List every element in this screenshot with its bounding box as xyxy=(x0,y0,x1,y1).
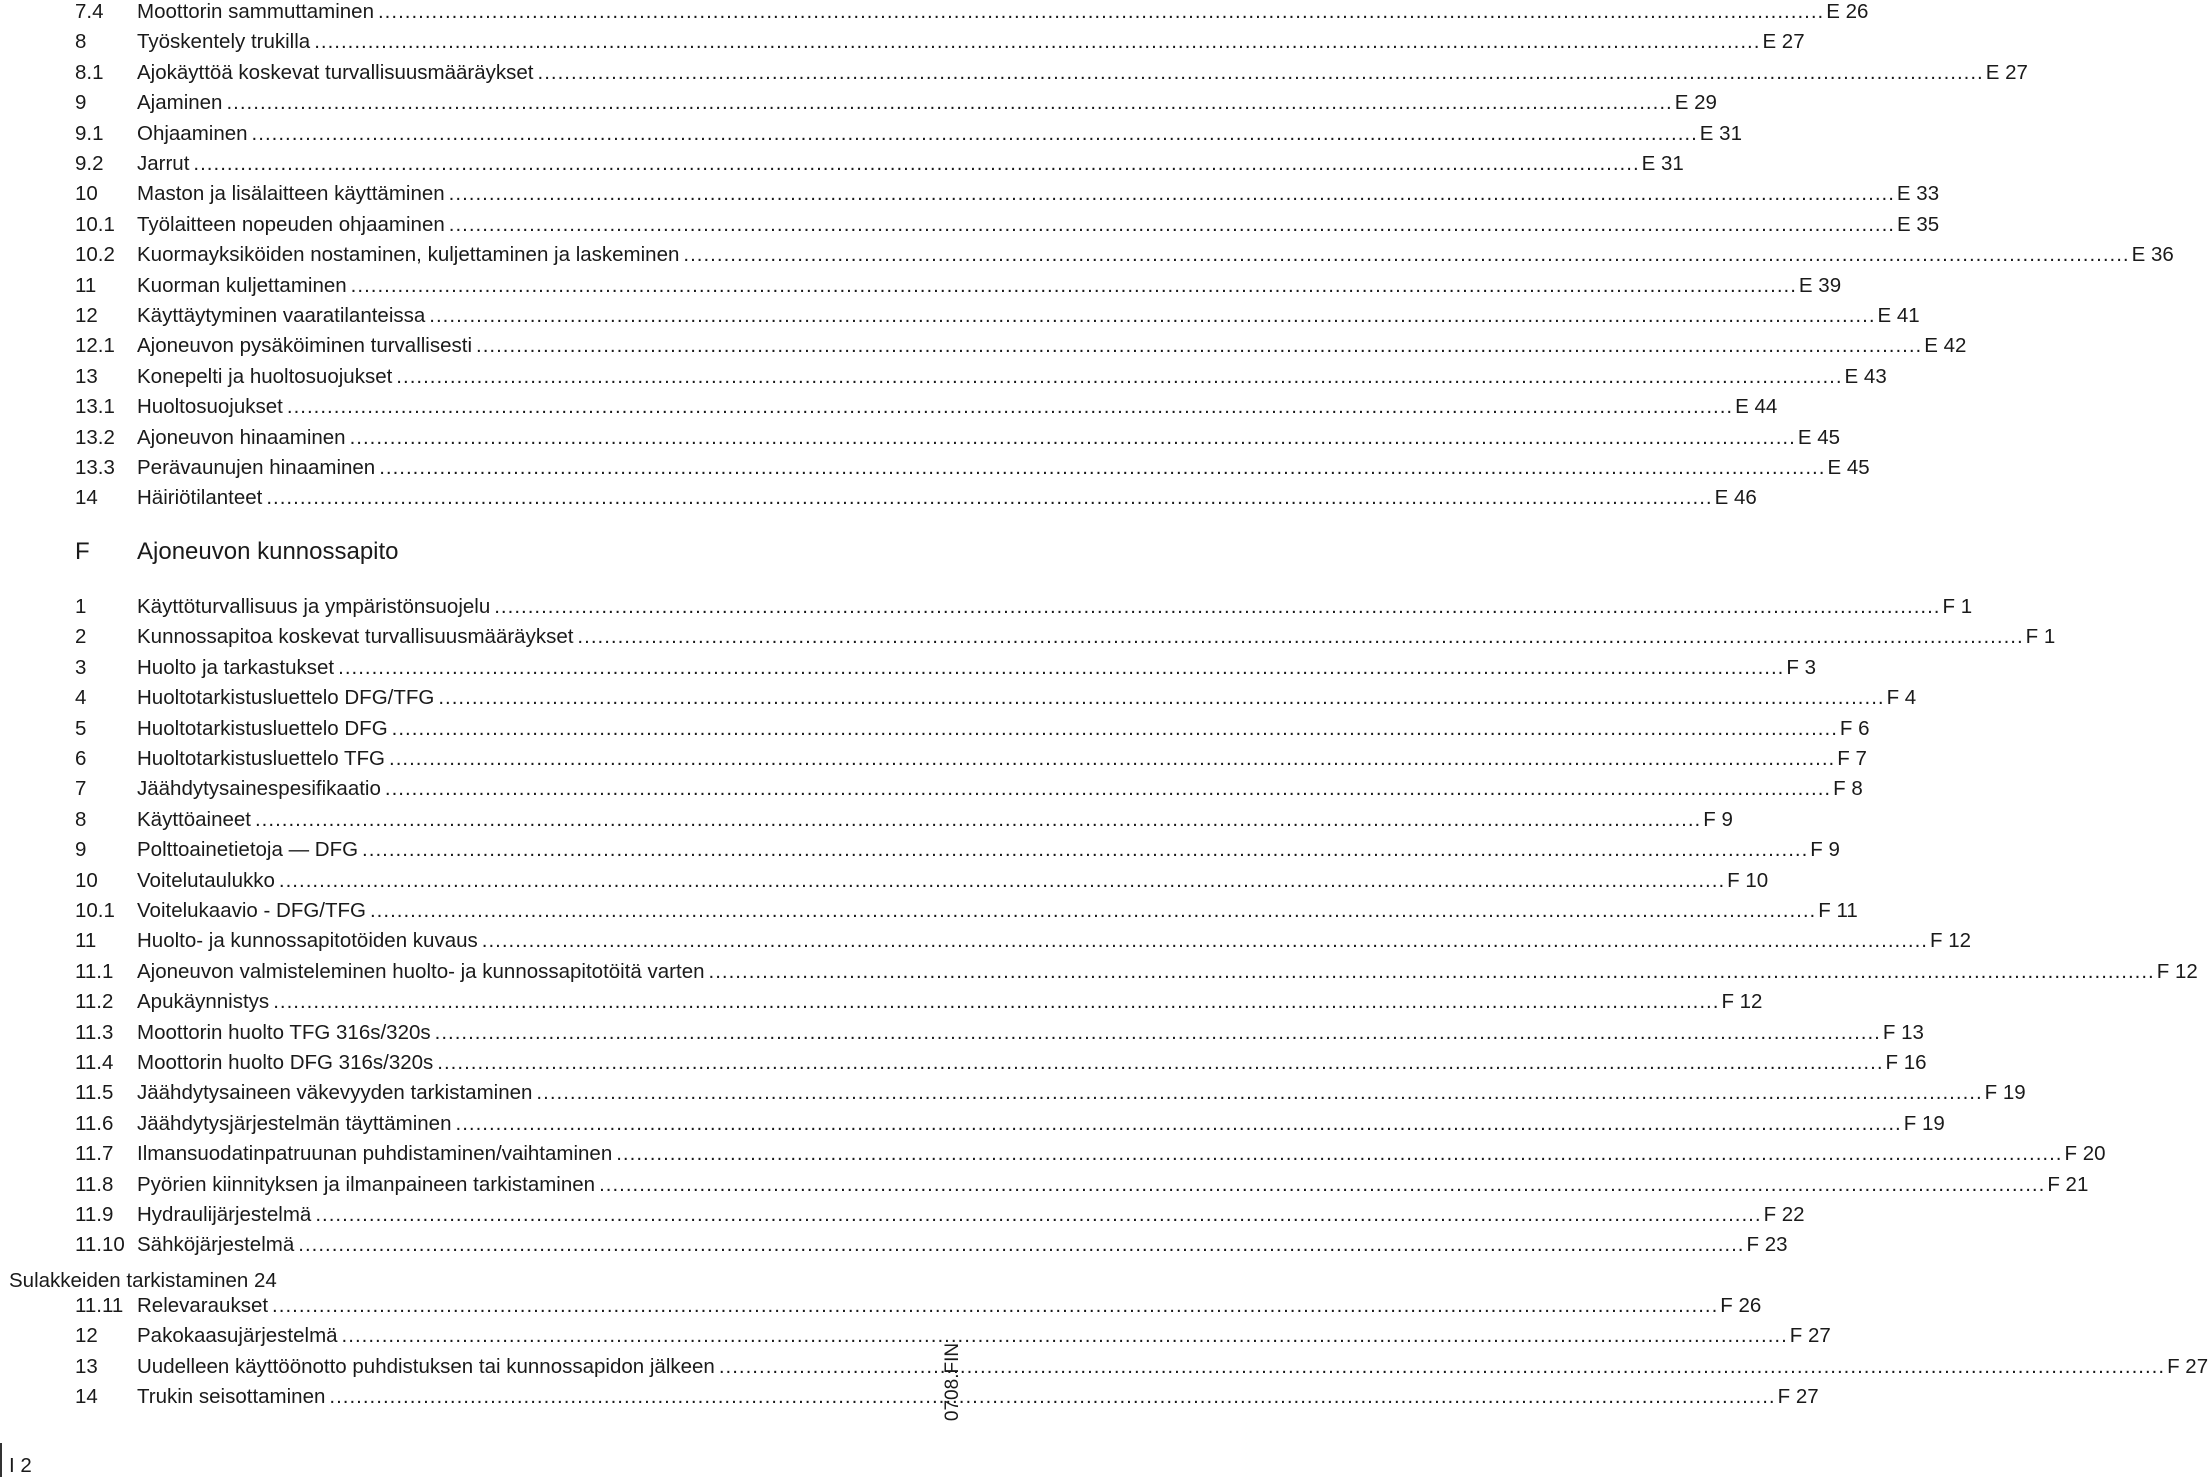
entry-line xyxy=(137,987,1763,1017)
entry-title: Voitelukaavio - DFG/TFG xyxy=(137,899,366,922)
entry-page: F 13 xyxy=(1882,1020,1924,1044)
entry-title: Jäähdytysainespesifikaatio xyxy=(137,777,381,801)
entry-title: Käyttäytyminen vaaratilanteissa xyxy=(137,304,426,327)
entry-line xyxy=(137,88,1717,118)
toc-entry[interactable] xyxy=(0,27,1805,57)
dot-leader xyxy=(273,987,1719,1017)
toc-entry[interactable] xyxy=(0,896,1858,926)
toc-entry[interactable] xyxy=(0,1078,2026,1108)
entry-number: 14 xyxy=(75,1385,98,1409)
entry-title: Kuorman kuljettaminen xyxy=(137,273,347,297)
entry-line xyxy=(137,483,1757,513)
toc-entry[interactable] xyxy=(0,210,1940,240)
entry-number: 8 xyxy=(75,807,87,831)
dot-leader xyxy=(449,179,1895,209)
entry-page: E 33 xyxy=(1896,182,1940,206)
dot-leader xyxy=(252,119,1698,149)
dot-leader xyxy=(287,392,1733,422)
entry-page: E 45 xyxy=(1827,456,1870,479)
dot-leader xyxy=(482,926,1928,956)
entry-page: E 27 xyxy=(1762,30,1805,54)
entry-line xyxy=(137,271,1842,301)
dot-leader xyxy=(538,58,1984,88)
entry-title: Ohjaaminen xyxy=(137,121,248,145)
entry-number: 9.1 xyxy=(75,121,104,145)
toc-entry[interactable] xyxy=(0,240,2174,270)
toc-entry[interactable] xyxy=(0,119,1742,149)
entry-page: F 26 xyxy=(1720,1294,1762,1317)
dot-leader xyxy=(429,301,1875,331)
entry-page: F 10 xyxy=(1727,868,1769,892)
entry-number: 11 xyxy=(75,273,97,297)
toc-entry[interactable] xyxy=(0,683,1917,713)
entry-title: Huolto ja tarkastukset xyxy=(137,655,335,679)
entry-page: F 27 xyxy=(2167,1354,2208,1378)
entry-number: 12 xyxy=(75,1324,98,1348)
dot-leader xyxy=(392,714,1838,744)
entry-line xyxy=(137,622,2056,652)
entry-page: E 31 xyxy=(1641,152,1684,175)
entry-line xyxy=(137,149,1684,179)
entry-number: 11.8 xyxy=(75,1172,114,1196)
dot-leader xyxy=(378,0,1824,27)
entry-title: Ilmansuodatinpatruunan puhdistaminen/vaihtaminen xyxy=(137,1142,613,1166)
entry-line xyxy=(137,1078,2026,1108)
entry-line xyxy=(137,27,1805,57)
entry-number: 13 xyxy=(75,1354,98,1378)
entry-title: Ajoneuvon hinaaminen xyxy=(137,425,346,449)
dot-leader xyxy=(438,683,1884,713)
entry-title: Sähköjärjestelmä xyxy=(137,1233,295,1257)
entry-number: 11 xyxy=(75,929,97,953)
dot-leader xyxy=(255,805,1701,835)
entry-page: E 46 xyxy=(1714,486,1757,510)
dot-leader xyxy=(338,653,1784,683)
entry-number: 3 xyxy=(75,655,87,679)
document-code xyxy=(938,1342,968,1422)
entry-line xyxy=(137,423,1840,453)
entry-number: 11.7 xyxy=(75,1142,114,1166)
entry-title: Pyörien kiinnityksen ja ilmanpaineen tarkistaminen xyxy=(137,1172,596,1196)
dot-leader xyxy=(226,88,1672,118)
entry-page: F 23 xyxy=(1746,1233,1788,1257)
entry-line xyxy=(137,1321,1831,1351)
entry-title: Huoltotarkistusluettelo TFG xyxy=(137,747,386,770)
entry-page: E 27 xyxy=(1985,60,2028,84)
entry-title: Konepelti ja huoltosuojukset xyxy=(137,364,393,388)
dot-leader xyxy=(362,835,1808,865)
entry-title: Moottorin huolto TFG 316s/320s xyxy=(137,1020,431,1044)
toc-entry[interactable] xyxy=(0,0,1869,27)
entry-line xyxy=(137,1291,1762,1321)
dot-leader xyxy=(266,483,1712,513)
dot-leader xyxy=(193,149,1639,179)
dot-leader xyxy=(298,1230,1744,1260)
entry-page: F 4 xyxy=(1886,686,1917,710)
entry-page: F 12 xyxy=(1721,990,1763,1014)
entry-page: E 41 xyxy=(1877,304,1920,327)
entry-number: 10.2 xyxy=(75,243,115,267)
entry-number: 8 xyxy=(75,30,87,54)
entry-line xyxy=(137,957,2198,987)
entry-number: 14 xyxy=(75,486,98,510)
section-title: Ajoneuvon kunnossapito xyxy=(137,538,399,565)
toc-entry[interactable] xyxy=(0,1291,1762,1321)
entry-page: E 45 xyxy=(1797,425,1840,449)
entry-title: Työskentely trukilla xyxy=(137,30,311,54)
toc-entry[interactable] xyxy=(0,362,1887,392)
stray-toc-line: Sulakkeiden tarkistaminen 24 xyxy=(9,1269,277,1292)
entry-number: 1 xyxy=(75,595,87,618)
dot-leader xyxy=(272,1291,1718,1321)
toc-entry[interactable] xyxy=(0,714,1870,744)
entry-number: 9 xyxy=(75,91,87,115)
entry-line xyxy=(137,453,1870,483)
toc-entry[interactable] xyxy=(0,1139,2106,1169)
entry-title: Maston ja lisälaitteen käyttäminen xyxy=(137,182,445,206)
entry-number: 8.1 xyxy=(75,60,104,84)
entry-line xyxy=(137,0,1869,27)
entry-number: 9.2 xyxy=(75,152,104,175)
page-margin-rule xyxy=(0,1443,2,1477)
entry-page: E 29 xyxy=(1674,91,1717,115)
entry-title: Apukäynnistys xyxy=(137,990,270,1014)
entry-line xyxy=(137,119,1742,149)
dot-leader xyxy=(719,1352,2165,1382)
toc-entry[interactable] xyxy=(0,271,1842,301)
entry-line xyxy=(137,210,1940,240)
entry-page: F 20 xyxy=(2064,1142,2106,1166)
entry-number: 10 xyxy=(75,868,98,892)
entry-number: 11.3 xyxy=(75,1020,114,1044)
entry-page: E 31 xyxy=(1699,121,1742,145)
entry-line xyxy=(137,774,1863,804)
toc-entry[interactable] xyxy=(0,1382,1819,1412)
entry-title: Huoltosuojukset xyxy=(137,395,283,419)
dot-leader xyxy=(599,1170,2045,1200)
entry-page: E 39 xyxy=(1798,273,1842,297)
entry-number: 11.6 xyxy=(75,1111,114,1135)
entry-page: E 43 xyxy=(1844,364,1887,388)
section-letter: F xyxy=(75,538,90,565)
entry-line xyxy=(137,1139,2106,1169)
entry-page: F 27 xyxy=(1777,1385,1819,1409)
entry-number: 10 xyxy=(75,182,98,206)
entry-page: F 27 xyxy=(1789,1324,1831,1348)
entry-line xyxy=(137,301,1920,331)
entry-number: 11.10 xyxy=(75,1233,125,1257)
entry-line xyxy=(137,866,1769,896)
entry-title: Hydraulijärjestelmä xyxy=(137,1203,312,1226)
entry-title: Jäähdytysjärjestelmän täyttäminen xyxy=(137,1111,452,1135)
entry-number: 10.1 xyxy=(75,899,115,922)
entry-title: Huolto- ja kunnossapitotöiden kuvaus xyxy=(137,929,478,953)
dot-leader xyxy=(389,744,1835,774)
entry-title: Työlaitteen nopeuden ohjaaminen xyxy=(137,212,445,236)
entry-title: Kunnossapitoa koskevat turvallisuusmääräykset xyxy=(137,625,574,649)
entry-page: F 21 xyxy=(2047,1172,2089,1196)
toc-entry[interactable] xyxy=(0,1018,1924,1048)
toc-entry[interactable] xyxy=(0,392,1778,422)
entry-line xyxy=(137,240,2174,270)
entry-title: Huoltotarkistusluettelo DFG/TFG xyxy=(137,686,435,710)
page-number: I 2 xyxy=(9,1454,32,1477)
entry-page: F 9 xyxy=(1810,838,1840,862)
entry-line xyxy=(137,392,1778,422)
entry-number: 6 xyxy=(75,747,87,770)
dot-leader xyxy=(683,240,2129,270)
entry-number: 9 xyxy=(75,838,87,862)
entry-title: Voitelutaulukko xyxy=(137,868,275,892)
entry-page: F 9 xyxy=(1703,807,1733,831)
entry-line xyxy=(137,58,2028,88)
entry-line xyxy=(137,1048,1927,1078)
entry-title: Ajokäyttöä koskevat turvallisuusmääräykset xyxy=(137,60,534,84)
entry-number: 11.9 xyxy=(75,1203,114,1226)
dot-leader xyxy=(476,331,1922,361)
entry-number: 11.1 xyxy=(75,959,114,983)
entry-number: 5 xyxy=(75,716,87,740)
entry-title: Ajoneuvon pysäköiminen turvallisesti xyxy=(137,334,473,358)
entry-page: F 16 xyxy=(1885,1051,1927,1074)
dot-leader xyxy=(329,1382,1775,1412)
entry-title: Moottorin huolto DFG 316s/320s xyxy=(137,1051,434,1074)
toc-entry[interactable] xyxy=(0,179,1940,209)
entry-page: F 11 xyxy=(1818,899,1858,922)
entry-number: 2 xyxy=(75,625,87,649)
entry-title: Ajoneuvon valmisteleminen huolto- ja kunnossapitotöitä varten xyxy=(137,959,705,983)
toc-entry[interactable] xyxy=(0,453,1870,483)
entry-page: E 36 xyxy=(2131,243,2174,267)
toc-entry[interactable] xyxy=(0,1230,1788,1260)
entry-line xyxy=(137,179,1940,209)
entry-number: 13.3 xyxy=(75,456,115,479)
toc-entry[interactable] xyxy=(0,149,1684,179)
toc-entry[interactable] xyxy=(0,653,1816,683)
entry-title: Moottorin sammuttaminen xyxy=(137,0,374,23)
entry-line xyxy=(137,926,1972,956)
toc-entry[interactable] xyxy=(0,592,1973,622)
dot-leader xyxy=(577,622,2023,652)
toc-entry[interactable] xyxy=(0,58,2028,88)
toc-entry[interactable] xyxy=(0,866,1769,896)
dot-leader xyxy=(379,453,1825,483)
entry-page: F 19 xyxy=(1984,1081,2026,1105)
entry-line xyxy=(137,592,1973,622)
toc-entry[interactable] xyxy=(0,1321,1831,1351)
entry-page: F 12 xyxy=(1930,929,1972,953)
entry-page: F 6 xyxy=(1839,716,1870,740)
entry-title: Uudelleen käyttöönotto puhdistuksen tai kunnossapidon jälkeen xyxy=(137,1354,715,1378)
toc-entry[interactable] xyxy=(0,1048,1927,1078)
dot-leader xyxy=(396,362,1842,392)
toc-entry[interactable] xyxy=(0,926,1972,956)
dot-leader xyxy=(435,1018,1881,1048)
dot-leader xyxy=(351,271,1797,301)
entry-page: F 1 xyxy=(2025,625,2056,649)
toc-entry[interactable] xyxy=(0,622,2056,652)
entry-page: F 19 xyxy=(1903,1111,1945,1135)
toc-entry[interactable] xyxy=(0,331,1967,361)
toc-entry[interactable] xyxy=(0,1170,2089,1200)
entry-line xyxy=(137,1352,2208,1382)
entry-title: Jarrut xyxy=(137,152,190,175)
entry-number: 12 xyxy=(75,304,98,327)
entry-line xyxy=(137,896,1858,926)
dot-leader xyxy=(279,866,1725,896)
dot-leader xyxy=(709,957,2155,987)
entry-page: E 26 xyxy=(1826,0,1869,23)
entry-number: 12.1 xyxy=(75,334,115,358)
entry-page: F 12 xyxy=(2156,959,2198,983)
entry-number: 7 xyxy=(75,777,87,801)
entry-line xyxy=(137,835,1840,865)
entry-line xyxy=(137,683,1917,713)
toc-entry[interactable] xyxy=(0,744,1867,774)
entry-page: F 3 xyxy=(1786,655,1816,679)
document-code-text: 0708.FIN xyxy=(942,1342,963,1422)
entry-page: F 8 xyxy=(1833,777,1863,801)
entry-page: E 35 xyxy=(1897,212,1940,236)
toc-entry[interactable] xyxy=(0,483,1757,513)
entry-line xyxy=(137,1200,1805,1230)
dot-leader xyxy=(385,774,1831,804)
entry-page: F 1 xyxy=(1942,595,1973,618)
entry-number: 10.1 xyxy=(75,212,115,236)
toc-entry[interactable] xyxy=(0,1200,1805,1230)
toc-entry[interactable] xyxy=(0,423,1840,453)
toc-entry[interactable] xyxy=(0,301,1920,331)
dot-leader xyxy=(449,210,1895,240)
entry-title: Häiriötilanteet xyxy=(137,486,263,510)
entry-number: 11.11 xyxy=(75,1294,124,1317)
entry-title: Jäähdytysaineen väkevyyden tarkistaminen xyxy=(137,1081,533,1105)
entry-title: Polttoainetietoja — DFG xyxy=(137,838,359,862)
entry-title: Perävaunujen hinaaminen xyxy=(137,456,376,479)
entry-title: Relevaraukset xyxy=(137,1294,269,1317)
toc-entry[interactable] xyxy=(0,805,1733,835)
entry-line xyxy=(137,362,1887,392)
toc-entry[interactable] xyxy=(0,88,1717,118)
dot-leader xyxy=(536,1078,1982,1108)
dot-leader xyxy=(350,423,1796,453)
entry-number: 13.1 xyxy=(75,395,115,419)
entry-line xyxy=(137,1170,2089,1200)
dot-leader xyxy=(370,896,1816,926)
dot-leader xyxy=(314,27,1760,57)
entry-number: 4 xyxy=(75,686,87,710)
entry-title: Käyttöturvallisuus ja ympäristönsuojelu xyxy=(137,595,491,618)
entry-number: 13.2 xyxy=(75,425,115,449)
entry-line xyxy=(137,1018,1924,1048)
entry-title: Käyttöaineet xyxy=(137,807,251,831)
entry-number: 7.4 xyxy=(75,0,104,23)
entry-number: 11.5 xyxy=(75,1081,114,1105)
entry-title: Huoltotarkistusluettelo DFG xyxy=(137,716,388,740)
entry-number: 13 xyxy=(75,364,98,388)
entry-line xyxy=(137,1230,1788,1260)
dot-leader xyxy=(494,592,1940,622)
toc-entry[interactable] xyxy=(0,1109,1945,1139)
toc-entry[interactable] xyxy=(0,774,1863,804)
dot-leader xyxy=(315,1200,1761,1230)
entry-number: 11.2 xyxy=(75,990,114,1014)
entry-number: 11.4 xyxy=(75,1051,114,1074)
dot-leader xyxy=(456,1109,1902,1139)
entry-line xyxy=(137,1109,1945,1139)
entry-line xyxy=(137,744,1867,774)
toc-entry[interactable] xyxy=(0,835,1840,865)
entry-line xyxy=(137,331,1967,361)
dot-leader xyxy=(437,1048,1883,1078)
dot-leader xyxy=(616,1139,2062,1169)
toc-entry[interactable] xyxy=(0,987,1763,1017)
entry-line xyxy=(137,805,1733,835)
entry-page: F 7 xyxy=(1837,747,1867,770)
entry-line xyxy=(137,1382,1819,1412)
entry-page: F 22 xyxy=(1763,1203,1805,1226)
entry-title: Pakokaasujärjestelmä xyxy=(137,1324,338,1348)
entry-line xyxy=(137,653,1816,683)
entry-page: E 44 xyxy=(1735,395,1778,419)
entry-line xyxy=(137,714,1870,744)
toc-entry[interactable] xyxy=(0,1352,2208,1382)
entry-title: Ajaminen xyxy=(137,91,223,115)
entry-title: Trukin seisottaminen xyxy=(137,1385,326,1409)
dot-leader xyxy=(342,1321,1788,1351)
entry-page: E 42 xyxy=(1924,334,1967,358)
section-heading xyxy=(0,532,960,572)
toc-entry[interactable] xyxy=(0,957,2198,987)
entry-title: Kuormayksiköiden nostaminen, kuljettaminen ja laskeminen xyxy=(137,243,680,267)
